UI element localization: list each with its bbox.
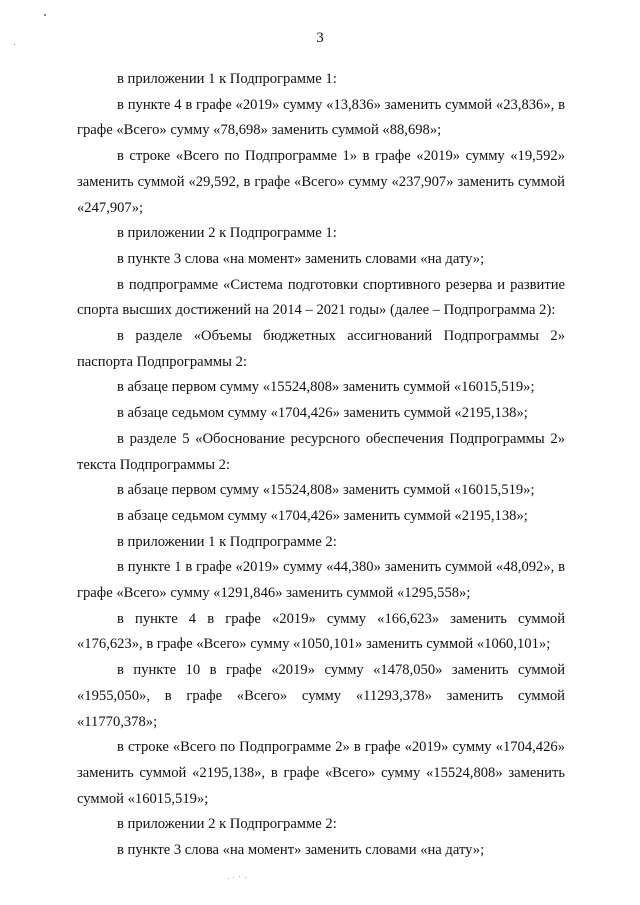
paragraph: в разделе 5 «Обоснование ресурсного обеспечения Подпрограммы 2» текста Подпрограммы 2: bbox=[77, 430, 565, 473]
paragraph: в абзаце седьмом сумму «1704,426» заменить суммой «2195,138»; bbox=[117, 405, 528, 422]
scan-speck bbox=[44, 14, 46, 16]
paragraph: в пункте 10 в графе «2019» сумму «1478,050» заменить суммой «1955,050», в графе «Всего» сумму «11293,378» заменить суммой «11770,378»; bbox=[77, 662, 565, 730]
paragraph: в приложении 1 к Подпрограмме 2: bbox=[117, 533, 337, 550]
paragraph: в пункте 3 слова «на момент» заменить словами «на дату»; bbox=[117, 250, 485, 267]
document-body bbox=[77, 67, 565, 864]
paragraph: в абзаце седьмом сумму «1704,426» заменить суммой «2195,138»; bbox=[117, 507, 528, 524]
paragraph: в абзаце первом сумму «15524,808» заменить суммой «16015,519»; bbox=[117, 379, 535, 396]
paragraph: в абзаце первом сумму «15524,808» заменить суммой «16015,519»; bbox=[117, 482, 535, 499]
page-number: 3 bbox=[316, 30, 324, 46]
paragraph: в приложении 2 к Подпрограмме 1: bbox=[117, 225, 337, 242]
paragraph: в пункте 1 в графе «2019» сумму «44,380» заменить суммой «48,092», в графе «Всего» сумму «1291,846» заменить суммой «1295,558»; bbox=[77, 559, 565, 602]
paragraph: в пункте 3 слова «на момент» заменить словами «на дату»; bbox=[117, 842, 485, 859]
scan-noise bbox=[228, 876, 250, 879]
paragraph: в пункте 4 в графе «2019» сумму «166,623» заменить суммой «176,623», в графе «Всего» сумму «1050,101» заменить суммой «1060,101»; bbox=[77, 610, 565, 653]
paragraph: в подпрограмме «Система подготовки спортивного резерва и развитие спорта высших достижений на 2014 – 2021 годы» (далее – Подпрограмма 2): bbox=[77, 276, 565, 319]
paragraph: в пункте 4 в графе «2019» сумму «13,836» заменить суммой «23,836», в графе «Всего» сумму «78,698» заменить суммой «88,698»; bbox=[77, 96, 565, 139]
paragraph: в приложении 2 к Подпрограмме 2: bbox=[117, 816, 337, 833]
paragraph: в строке «Всего по Подпрограмме 2» в графе «2019» сумму «1704,426» заменить суммой «2195,138», в графе «Всего» сумму «15524,808» заменить суммой «16015,519»; bbox=[77, 739, 565, 807]
paragraph: в строке «Всего по Подпрограмме 1» в графе «2019» сумму «19,592» заменить суммой «29,592, в графе «Всего» сумму «237,907» заменить суммой «247,907»; bbox=[77, 148, 565, 216]
paragraph: в приложении 1 к Подпрограмме 1: bbox=[117, 71, 337, 87]
paragraph: в разделе «Объемы бюджетных ассигнований Подпрограммы 2» паспорта Подпрограммы 2: bbox=[77, 328, 565, 370]
